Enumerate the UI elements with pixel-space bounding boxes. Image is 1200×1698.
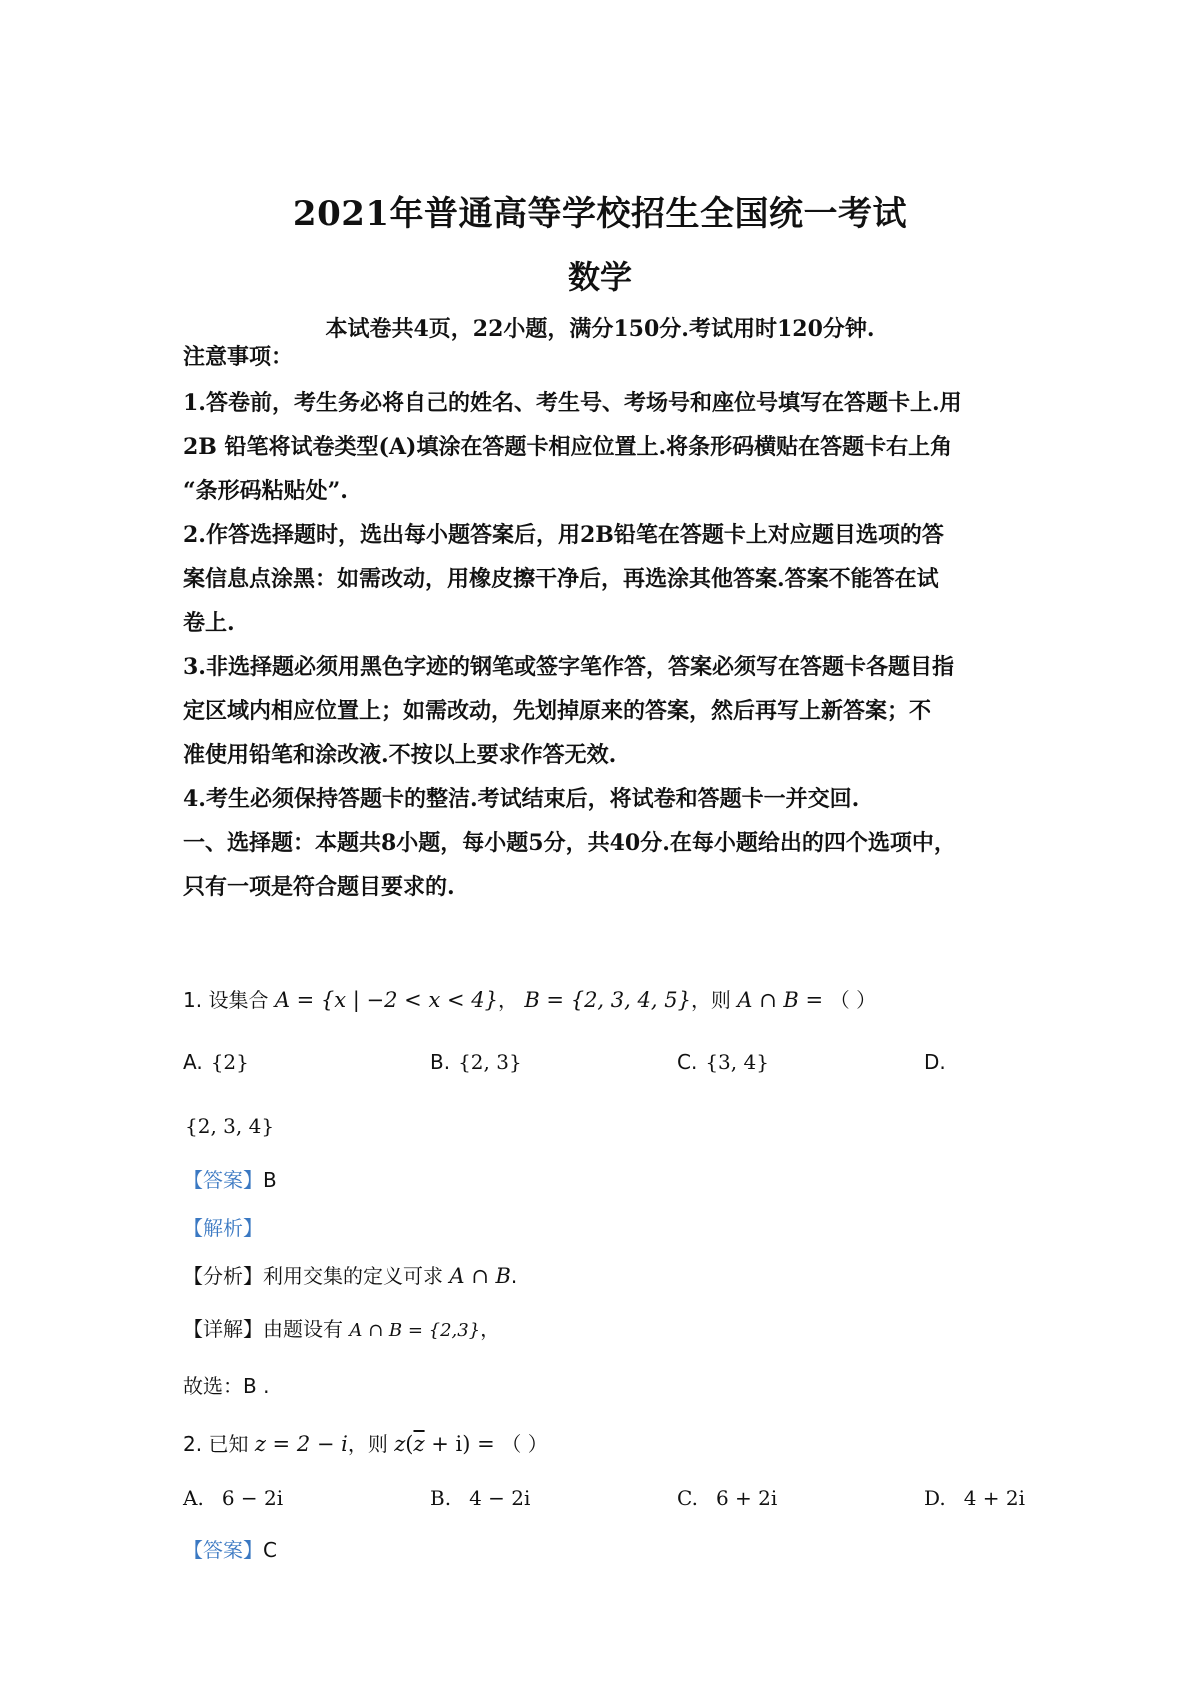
notice-line: 3.非选择题必须用黑色字迹的钢笔或签字笔作答，答案必须写在答题卡各题目指	[183, 654, 954, 680]
conclusion-text: 故选：B .	[183, 1374, 270, 1398]
answer-value: C	[263, 1538, 277, 1562]
answer-line	[183, 1536, 277, 1564]
z-conjugate: $\overline{z}$	[413, 1432, 425, 1456]
question-2-stem	[183, 1430, 548, 1458]
answer-line	[183, 1166, 277, 1194]
notice-line: 只有一项是符合题目要求的.	[183, 874, 455, 900]
question-2-given: z = 2 − i	[254, 1432, 348, 1456]
xiangjie-line	[183, 1315, 500, 1345]
notice-line: 1.答卷前，考生务必将自己的姓名、考生号、考场号和座位号填写在答题卡上.用	[183, 390, 962, 416]
xiangjie-end: ，	[480, 1317, 501, 1341]
option-c	[677, 1048, 769, 1076]
fenxi-end: .	[510, 1264, 518, 1288]
analysis-line	[183, 1214, 263, 1242]
answer-tag: 【答案】	[183, 1538, 263, 1562]
question-1-expr: A ∩ B =	[737, 988, 830, 1012]
notice-line: 卷上.	[183, 610, 235, 636]
answer-blank: （ ）	[501, 1432, 548, 1456]
paren-open: (	[405, 1432, 414, 1456]
notice-line: 一、选择题：本题共8小题，每小题5分，共40分.在每小题给出的四个选项中，	[183, 830, 956, 856]
conclusion-line	[183, 1372, 269, 1400]
option-d	[924, 1048, 946, 1076]
fenxi-tag: 【分析】	[183, 1264, 263, 1288]
option-label: A.	[183, 1486, 204, 1510]
option-value: 4 + 2i	[963, 1486, 1026, 1510]
fenxi-expr: A ∩ B	[449, 1264, 511, 1288]
fenxi-line	[183, 1262, 517, 1290]
notice-line: 准使用铅笔和涂改液.不按以上要求作答无效.	[183, 742, 617, 768]
answer-blank: （ ）	[829, 988, 877, 1012]
separator: ，	[497, 988, 518, 1012]
option-label: B.	[430, 1050, 451, 1074]
answer-value: B	[263, 1168, 277, 1192]
notice-line: 定区域内相应位置上；如需改动，先划掉原来的答案，然后再写上新答案；不	[183, 698, 932, 724]
question-2-rest: + i) =	[424, 1432, 502, 1456]
option-b	[430, 1048, 522, 1076]
option-label: B.	[430, 1486, 452, 1510]
option-b	[430, 1484, 530, 1512]
option-value: 6 − 2i	[221, 1486, 284, 1510]
option-d-value	[185, 1112, 274, 1140]
set-b: B = {2, 3, 4, 5}	[524, 988, 691, 1012]
question-1-prefix: 1. 设集合	[183, 988, 269, 1012]
notice-line: “条形码粘贴处”.	[183, 478, 348, 504]
question-2-prefix: 2. 已知	[183, 1432, 249, 1456]
set-a: A = {x | −2 < x < 4}	[274, 988, 498, 1012]
option-label: A.	[183, 1050, 203, 1074]
fenxi-text: 利用交集的定义可求	[263, 1264, 443, 1288]
exam-subject: 数学	[567, 258, 632, 296]
option-label: C.	[677, 1486, 698, 1510]
option-label: C.	[677, 1050, 698, 1074]
xiangjie-tag: 【详解】	[183, 1317, 263, 1341]
option-value: {2, 3, 4}	[185, 1114, 275, 1138]
option-d	[924, 1484, 1025, 1512]
notice-line: 2B 铅笔将试卷类型(A)填涂在答题卡相应位置上.将条形码横贴在答题卡右上角	[183, 434, 953, 460]
analysis-tag: 【解析】	[183, 1216, 263, 1240]
exam-title: 2021年普通高等学校招生全国统一考试	[292, 194, 908, 234]
notice-line: 2.作答选择题时，选出每小题答案后，用2B铅笔在答题卡上对应题目选项的答	[183, 522, 944, 548]
question-2-z: z	[394, 1432, 406, 1456]
question-1-stem	[183, 986, 876, 1014]
option-value: 4 − 2i	[469, 1486, 531, 1510]
option-value: {2}	[210, 1050, 249, 1074]
option-value: {2, 3}	[458, 1050, 522, 1074]
xiangjie-text: 由题设有	[263, 1317, 343, 1341]
option-c	[677, 1484, 777, 1512]
option-value: 6 + 2i	[715, 1486, 778, 1510]
exam-intro: 本试卷共4页，22小题，满分150分.考试用时120分钟.	[325, 316, 875, 342]
option-label: D.	[924, 1486, 946, 1510]
question-2-ask: ，则	[347, 1432, 388, 1456]
option-label: D.	[924, 1050, 946, 1074]
notice-line: 4.考生必须保持答题卡的整洁.考试结束后，将试卷和答题卡一并交回.	[183, 786, 860, 812]
notice-heading: 注意事项：	[183, 344, 294, 370]
answer-tag: 【答案】	[183, 1168, 263, 1192]
question-1-ask: ，则	[690, 988, 731, 1012]
notice-line: 案信息点涂黑：如需改动，用橡皮擦干净后，再选涂其他答案.答案不能答在试	[183, 566, 939, 592]
option-value: {3, 4}	[705, 1050, 769, 1074]
xiangjie-expr: A ∩ B = {2,3}	[349, 1320, 481, 1341]
option-a	[183, 1484, 283, 1512]
option-a	[183, 1048, 249, 1076]
